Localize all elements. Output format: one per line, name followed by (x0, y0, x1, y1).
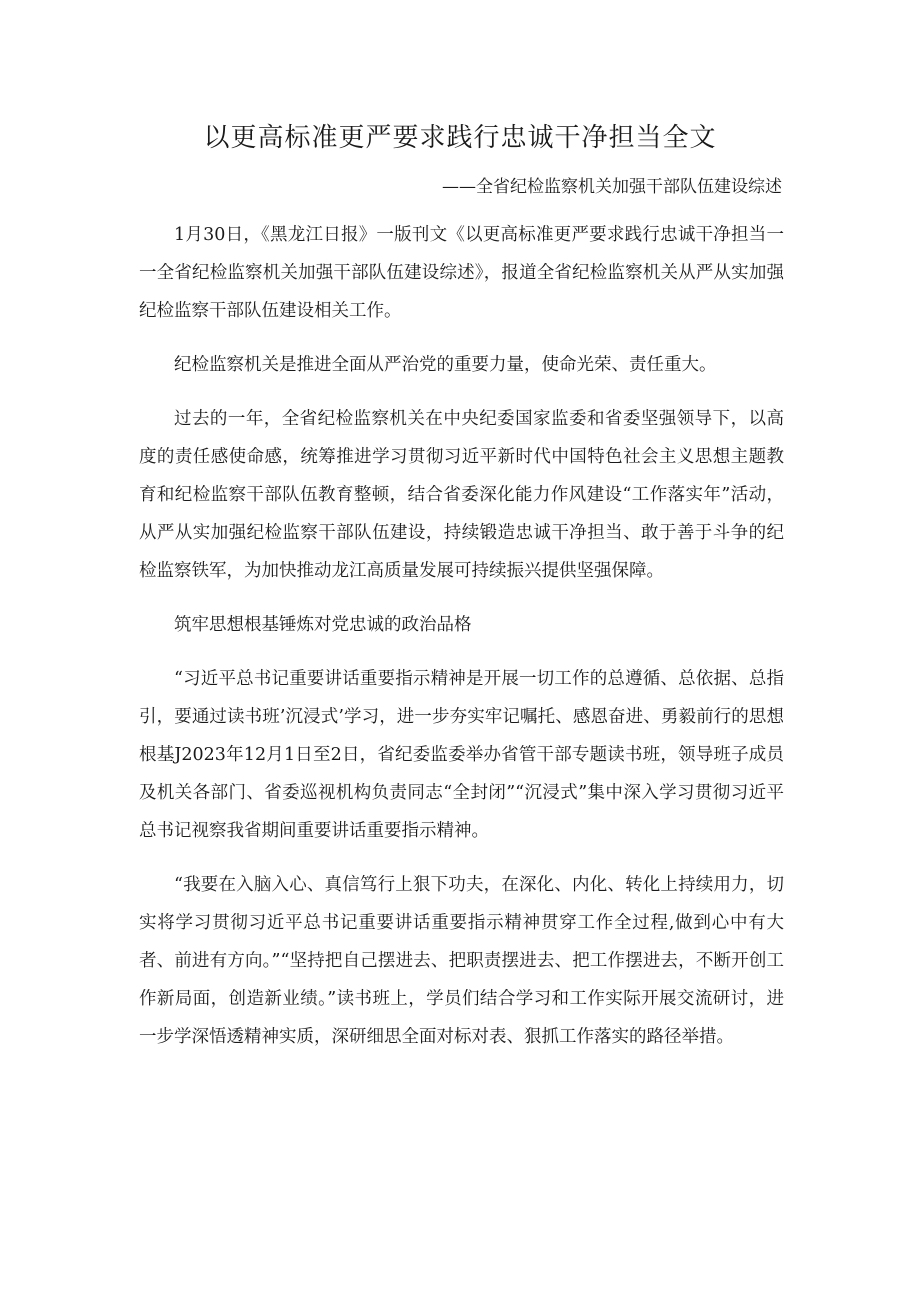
paragraph-mission: 纪检监察机关是推进全面从严治党的重要力量，使命光荣、责任重大。 (174, 355, 717, 375)
document-title: 以更高标准更严要求践行忠诚干净担当全文 (203, 123, 717, 153)
paragraph-participants: “我要在入脑入心、真信笃行上狠下功夫，在深化、内化、转化上持续用力，切实将学习贯彻习近平总书记重要讲话重要指示精神贯穿工作全过程,做到心中有大者、前进有方向。”“坚持把自己摆进去、把职责摆进去、把工作摆进去，不断开创工作新局面，创造新业绩。”读书班上，学员们结合学习和工作实际开展交流研讨，进一步学深悟透精神实质，深研细思全面对标对表、狠抓工作落实的路径举措。 (139, 875, 784, 1047)
paragraph-past-year: 过去的一年，全省纪检监察机关在中央纪委国家监委和省委坚强领导下，以高度的责任感使命感，统筹推进学习贯彻习近平新时代中国特色社会主义思想主题教育和纪检监察干部队伍教育整顿，结合省委深化能力作风建设“工作落实年”活动，从严从实加强纪检监察干部队伍建设，持续锻造忠诚干净担当、敢于善于斗争的纪检监察铁军，为加快推动龙江高质量发展可持续振兴提供坚强保障。 (139, 409, 784, 581)
paragraph-reading-class: “习近平总书记重要讲话重要指示精神是开展一切工作的总遵循、总依据、总指引，要通过读书班’沉浸式’学习，进一步夯实牢记嘱托、感恩奋进、勇毅前行的思想根基J2023年12月1日至2日，省纪委监委举办省管干部专题读书班，领导班子成员及机关各部门、省委巡视机构负责同志“全封闭”“沉浸式”集中深入学习贯彻习近平总书记视察我省期间重要讲话重要指示精神。 (139, 669, 784, 841)
section-heading: 筑牢思想根基锤炼对党忠诚的政治品格 (174, 615, 472, 635)
document-subtitle: ——全省纪检监察机关加强干部队伍建设综述 (442, 177, 782, 197)
paragraph-intro: 1月30日，《黑龙江日报》一版刊文《以更高标准更严要求践行忠诚干净担当一一全省纪检监察机关加强干部队伍建设综述》，报道全省纪检监察机关从严从实加强纪检监察干部队伍建设相关工作。 (139, 225, 784, 321)
document-body (139, 216, 784, 1072)
